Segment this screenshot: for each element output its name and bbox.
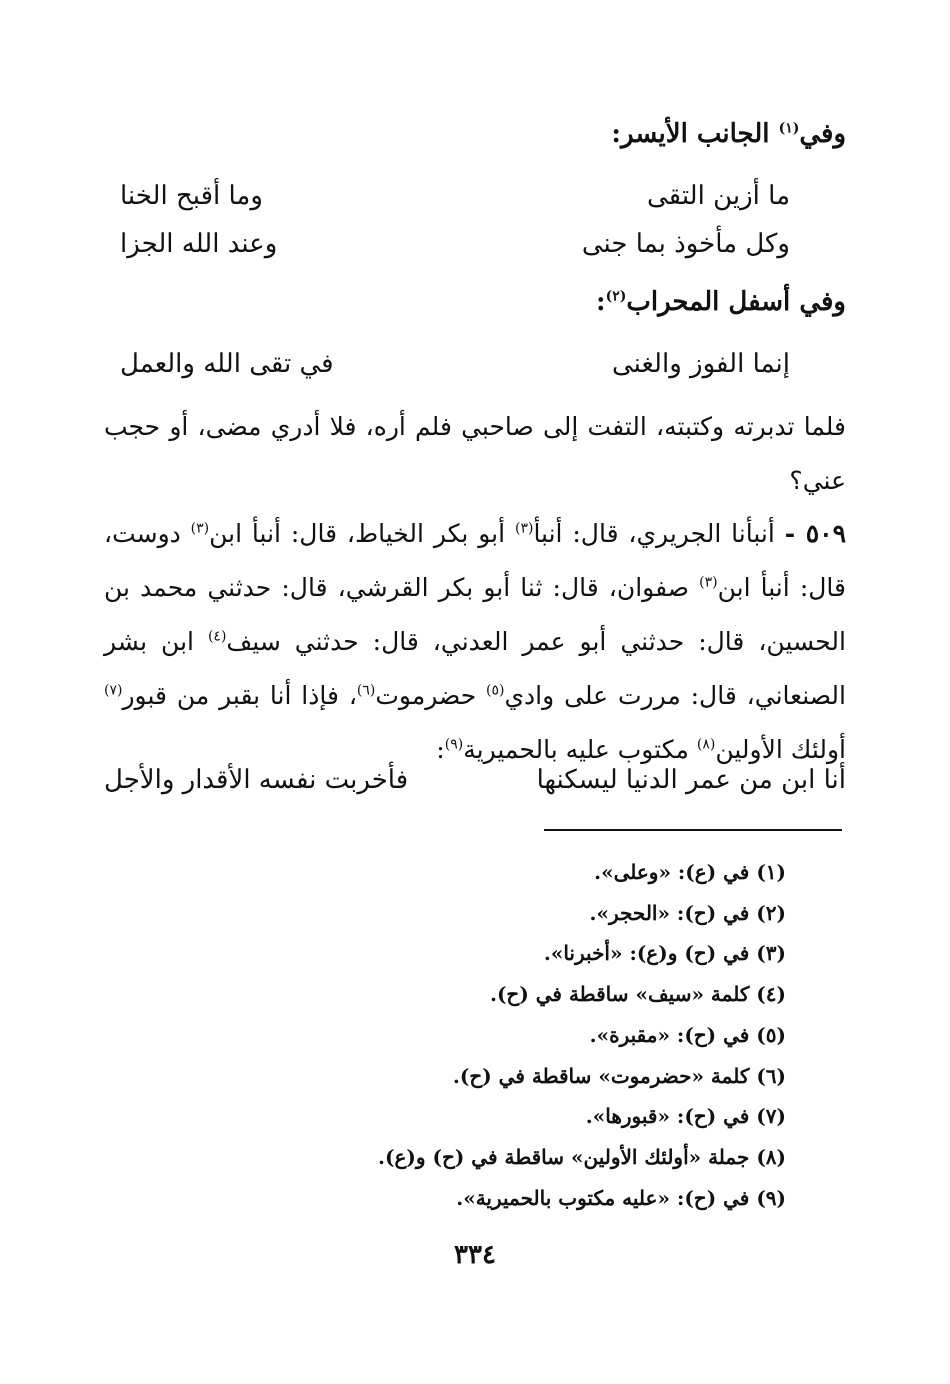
narration-part: صفوان، قال: ثنا أبو بكر القرشي، قال: حدثني محمد بن الحسين، قال: حدثني أبو عمر العدني، قال: حدثني سيف [104,573,846,656]
verse-hemistich-left: وما أقبح الخنا [120,181,263,211]
footnote-ref: (٣) [514,520,534,537]
narration-part: حضرموت [375,681,487,710]
footnote: (٢) في (ح): «الحجر». [589,900,786,925]
footnote-ref: (٧) [104,682,123,699]
verse-line [120,174,790,218]
verse-line [120,342,790,386]
verse-hemistich-right: إنما الفوز والغنى [612,349,790,379]
heading-text: وفي أسفل المحراب [626,287,846,317]
footnote: (٤) كلمة «سيف» ساقطة في (ح). [490,982,786,1007]
verse-line [104,758,846,802]
footnote-ref: (١) [778,120,800,137]
footnote: (١) في (ع): «وعلى». [594,860,786,884]
narration-number: ٥٠٩ - [784,519,847,548]
narration-part: ، فإذا أنا بقبر من قبور [122,681,357,710]
footnote-ref: (٤) [207,628,227,645]
footnote: (٩) في (ح): «عليه مكتوب بالحميرية». [456,1185,786,1210]
footnote: (٣) في (ح) و(ع): «أخبرنا». [543,941,786,966]
narration-text [104,507,846,777]
verse-hemistich-right: وكل مأخوذ بما جنى [581,229,790,259]
footnote-ref: (٢) [605,288,627,305]
footnote-divider [544,829,842,831]
heading-text-rest: الجانب الأيسر: [611,119,770,149]
narration-part: دوست، قال: أنبأ ابن [104,519,846,602]
narration-part: أولئك الأولين [715,735,846,764]
footnote-ref: (٣) [699,574,718,591]
narration-part: : [436,735,445,764]
narration-part: أبو بكر الخياط، قال: أنبأ ابن [209,519,515,548]
footnote: (٨) جملة «أولئك الأولين» ساقطة في (ح) و(ع). [378,1144,786,1169]
footnote-ref: (٣) [190,520,210,537]
footnote: (٦) كلمة «حضرموت» ساقطة في (ح). [452,1063,786,1088]
narration-part: مكتوب عليه بالحميرية [463,735,697,764]
footnote-ref: (٩) [444,736,464,753]
verse-hemistich-left: في تقى الله والعمل [120,349,334,379]
narration-509 [104,507,846,777]
footnotes [120,852,786,1218]
section-heading-mihrab [104,282,846,322]
page-number: ٣٣٤ [454,1240,496,1270]
footnote-ref: (٦) [356,682,376,699]
footnote-ref: (٥) [486,682,505,699]
verse-hemistich-right: أنا ابن من عمر الدنيا ليسكنها [536,765,846,795]
paragraph-text: فلما تدبرته وكتبته، التفت إلى صاحبي فلم أره، فلا أدري مضى، أو حجب عني؟ [104,412,846,495]
footnote: (٧) في (ح): «قبورها». [585,1104,786,1129]
footnote: (٥) في (ح): «مقبرة». [589,1022,786,1047]
verse-hemistich-left: وعند الله الجزا [120,229,278,259]
heading-text: وفي [799,119,846,149]
verse-hemistich-right: ما أزين التقى [647,181,790,211]
section-heading-left-side [104,114,846,154]
footnote-ref: (٨) [696,736,716,753]
verse-line [120,222,790,266]
heading-colon: : [595,287,606,317]
narration-part: أنبأنا الجريري، قال: أنبأ [533,519,775,548]
narration-part: ابن بشر الصنعاني، قال: مررت على وادي [104,627,846,710]
paragraph [104,400,846,508]
verse-hemistich-left: فأخربت نفسه الأقدار والأجل [104,765,409,795]
